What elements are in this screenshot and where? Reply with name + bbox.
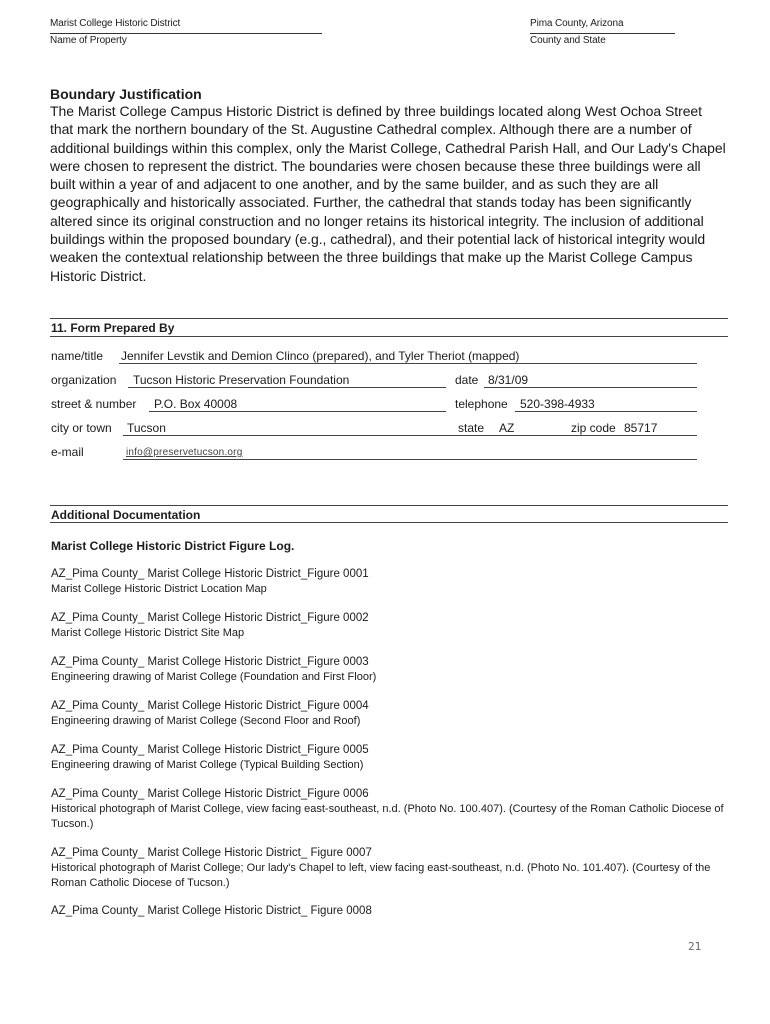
property-name-label: Name of Property	[50, 35, 127, 46]
email-line	[123, 459, 697, 460]
telephone-line	[515, 411, 697, 412]
additional-top-rule	[50, 505, 728, 506]
figure-log-title: Marist College Historic District Figure Log.	[51, 539, 295, 553]
boundary-justification-title: Boundary Justification	[50, 86, 202, 102]
figure-desc: Historical photograph of Marist College; Our lady's Chapel to left, view facing east-southeast, n.d. (Photo No. 101.407). (Courtesy of the Roman Catholic Diocese of Tucson.)	[51, 862, 711, 889]
zip-value: 85717	[624, 421, 658, 435]
figure-desc: Engineering drawing of Marist College (Second Floor and Roof)	[51, 715, 361, 727]
city-value: Tucson	[127, 421, 166, 435]
page-number: 21	[688, 940, 702, 953]
figure-code: AZ_Pima County_ Marist College Historic District_Figure 0003	[51, 656, 369, 668]
section-11-top-rule	[50, 318, 728, 319]
figure-code: AZ_Pima County_ Marist College Historic District_Figure 0004	[51, 700, 369, 712]
email-value[interactable]: info@preservetucson.org	[126, 447, 243, 458]
name-title-value: Jennifer Levstik and Demion Clinco (prepared), and Tyler Theriot (mapped)	[121, 349, 520, 363]
date-line	[484, 387, 697, 388]
figure-desc: Engineering drawing of Marist College (Typical Building Section)	[51, 759, 364, 771]
county-state-label: County and State	[530, 35, 606, 46]
boundary-justification-text: The Marist College Campus Historic District is defined by three buildings located along West Ochoa Street that mark the northern boundary of the St. Augustine Cathedral complex. Although there are a number of additional buildings within this complex, only the Marist College, Cathedral Parish Hall, and Our Lady's Chapel were chosen to represent the district. The boundaries were chosen because these three buildings were all built within a year of and adjacent to one another, and by the same builder, and as such they are all geographically and historically associated. Further, the cathedral that stands today has been significantly altered since its original construction and no longer retains its historical integrity. The inclusion of additional buildings within the proposed boundary (e.g., cathedral), and their potential lack of historical integrity would weaken the contextual relationship between the three buildings that make up the Marist College Campus Historic District.	[50, 103, 726, 284]
section-11-bottom-rule	[50, 336, 728, 337]
street-value: P.O. Box 40008	[154, 397, 238, 411]
street-label: street & number	[51, 397, 137, 411]
figure-desc: Marist College Historic District Location Map	[51, 583, 267, 595]
figure-code: AZ_Pima County_ Marist College Historic District_Figure 0005	[51, 744, 369, 756]
additional-documentation-title: Additional Documentation	[51, 508, 201, 522]
city-label: city or town	[51, 421, 112, 435]
state-label: state	[458, 421, 485, 435]
form-prepared-title: 11. Form Prepared By	[51, 321, 175, 335]
figure-code: AZ_Pima County_ Marist College Historic District_Figure 0002	[51, 612, 369, 624]
figure-desc: Marist College Historic District Site Map	[51, 627, 245, 639]
organization-value: Tucson Historic Preservation Foundation	[133, 373, 350, 387]
zip-label: zip code	[571, 421, 616, 435]
telephone-value: 520-398-4933	[520, 397, 595, 411]
street-line	[149, 411, 446, 412]
county-state-line	[530, 33, 675, 34]
figure-desc: Historical photograph of Marist College, view facing east-southeast, n.d. (Photo No. 100.407). (Courtesy of the Roman Catholic Diocese of Tucson.)	[51, 803, 724, 830]
organization-line	[128, 387, 446, 388]
city-state-zip-line	[123, 435, 697, 436]
property-name-line	[50, 33, 322, 34]
figure-code: AZ_Pima County_ Marist College Historic District_Figure 0006	[51, 788, 369, 800]
figure-code: AZ_Pima County_ Marist College Historic District_ Figure 0008	[51, 905, 372, 917]
email-label: e-mail	[51, 445, 84, 459]
telephone-label: telephone	[455, 397, 508, 411]
organization-label: organization	[51, 373, 117, 387]
name-title-label: name/title	[51, 349, 104, 363]
name-title-line	[119, 363, 697, 364]
figure-code: AZ_Pima County_ Marist College Historic District_Figure 0001	[51, 568, 369, 580]
date-label: date	[455, 373, 479, 387]
property-name: Marist College Historic District	[50, 18, 181, 29]
additional-bottom-rule	[50, 522, 728, 523]
figure-code: AZ_Pima County_ Marist College Historic District_ Figure 0007	[51, 847, 372, 859]
figure-desc: Engineering drawing of Marist College (Foundation and First Floor)	[51, 671, 377, 683]
county-state: Pima County, Arizona	[530, 18, 624, 29]
date-value: 8/31/09	[488, 373, 529, 387]
state-value: AZ	[499, 421, 515, 435]
